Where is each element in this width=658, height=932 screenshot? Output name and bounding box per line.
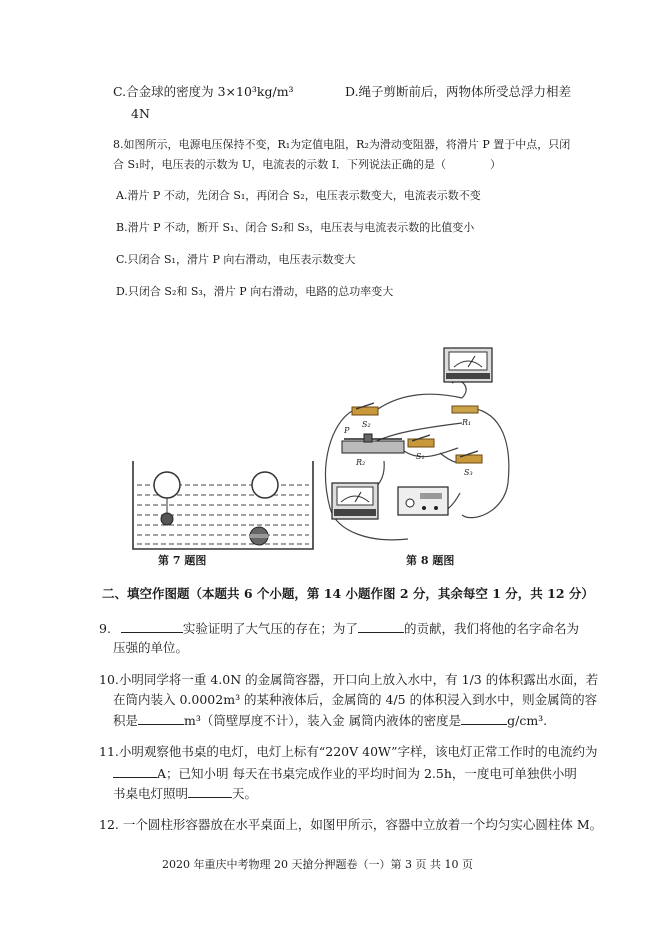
q12-line1: 12. 一个圆柱形容器放在水平桌面上，如图甲所示，容器中立放着一个均匀实心圆柱体 M。 [99,817,603,832]
q7-option-d: D.绳子剪断前后，两物体所受总浮力相差 [345,84,572,99]
q9-text-b: 的贡献，我们将他的名字命名为 [403,621,579,636]
q10-line3 [113,712,547,729]
page-footer: 2020 年重庆中考物理 20 天搶分押题卷（一）第 3 页 共 10 页 [162,858,473,871]
q8-option-b: B.滑片 P 不动，断开 S₁、闭合 S₂和 S₃，电压表与电流表示数的比值变小 [116,221,475,234]
q11-text-b: A；已知小明 每天在书桌完成作业的平均时间为 2.5h，一度电可单独供小明 [157,766,577,781]
q11-blank-current[interactable] [113,765,157,778]
q11-blank-days[interactable] [188,785,232,798]
q10-line2: 在筒内装入 0.0002m³ 的某种液体后，金属筒的 4/5 的体积浸入到水中，则金属筒的容 [113,692,598,707]
q9-line1 [99,620,579,637]
q9-blank-1[interactable] [121,620,183,633]
label-r1: R₁ [462,418,472,427]
q9-text-a: 实验证明了大气压的存在；为了 [182,621,358,636]
q8-stem-line1: 8.如图所示，电源电压保持不变，R₁为定值电阻，R₂为滑动变阻器，将滑片 P 置于中点，只闭 [113,138,571,151]
q11-line2 [113,765,577,782]
q10-blank-volume[interactable] [138,712,184,725]
q8-option-d: D.只闭合 S₂和 S₃，滑片 P 向右滑动，电路的总功率变大 [116,285,394,298]
label-p: P [344,426,350,435]
figure-8-caption: 第 8 题图 [406,554,455,567]
label-s3: S₃ [464,468,473,477]
q8-option-a: A.滑片 P 不动，先闭合 S₁，再闭合 S₂，电压表示数变大，电流表示数不变 [116,189,481,202]
q10-line1: 10.小明同学将一重 4.0N 的金属筒容器，开口向上放入水中，有 1/3 的体积露出水面，若 [99,672,599,687]
section-2-heading: 二、填空作图题（本题共 6 个小题，第 14 小题作图 2 分，其余每空 1 分，共 12 分） [102,586,594,601]
q7-option-d-continued: 4N [131,106,150,121]
q9-number: 9. [99,621,111,636]
q11-line3 [113,785,257,802]
q10-text-c: g/cm³. [507,713,548,728]
q9-blank-2[interactable] [358,620,404,633]
q11-line1: 11.小明观察他书桌的电灯，电灯上标有“220V 40W”字样，该电灯正常工作时的电流约为 [99,744,598,759]
q11-text-a: 书桌电灯照明 [113,786,189,801]
q10-text-b: m³（筒壁厚度不计），装入金 属筒内液体的密度是 [184,713,462,728]
q7-option-c: C.合金球的密度为 3×10³kg/m³ [113,84,294,99]
figure-7-diagram [125,455,325,555]
figure-8-diagram [312,343,524,553]
figure-7-caption: 第 7 题图 [158,554,207,567]
q11-text-c: 天。 [232,786,258,801]
q10-blank-density[interactable] [461,712,507,725]
label-s1: S₁ [416,452,425,461]
q10-text-a: 积是 [113,713,139,728]
q8-stem-line2: 合 S₁时，电压表的示数为 U，电流表的示数 I．下列说法正确的是（ ） [113,158,502,171]
q8-option-c: C.只闭合 S₁，滑片 P 向右滑动，电压表示数变大 [116,253,356,266]
label-s2: S₂ [362,420,371,429]
q9-line2: 压强的单位。 [113,640,189,655]
label-r2: R₂ [356,458,366,467]
